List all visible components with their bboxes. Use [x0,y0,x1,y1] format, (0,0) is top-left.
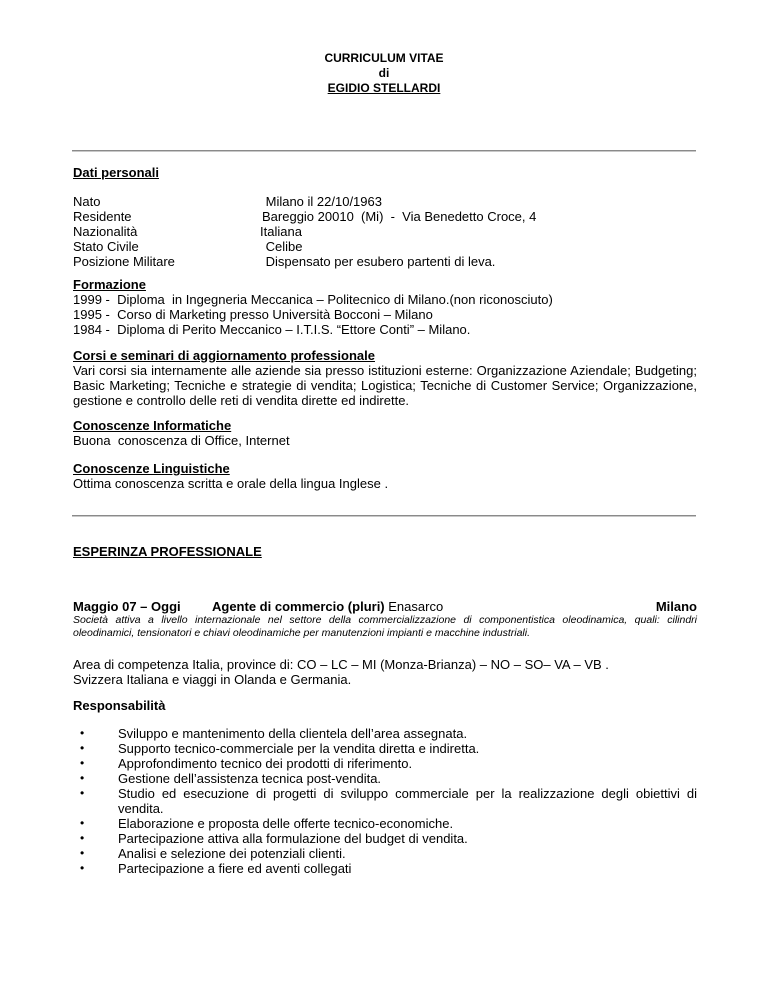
personal-label: Residente [73,209,132,224]
personal-heading-text: Dati personali [73,165,159,180]
personal-label: Nazionalità [73,224,138,239]
education-heading: Formazione [73,277,146,292]
job-description: Società attiva a livello internazionale nel settore della commercializzazione di componentistica oleodinamica, quali: cilindri oleodinamici, tensionatori e chiavi oleodinamiche per manutenzioni impianti e macchine industriali. [73,614,697,639]
job-area [73,657,697,687]
list-item: • Elaborazione e proposta delle offerte tecnico-economiche. [73,816,697,831]
divider-top [72,150,696,152]
personal-data [73,194,697,269]
divider-middle [72,515,696,517]
title-line: CURRICULUM VITAE [324,51,444,65]
personal-row [73,254,697,269]
job-area-line: Area di competenza Italia, province di: CO – LC – MI (Monza-Brianza) – NO – SO– VA – VB . [73,657,609,672]
courses-text: Vari corsi sia internamente alle aziende sia presso istituzioni esterne: Organizzazione Aziendale; Budgeting; Basic Marketing; Tecniche e strategie di vendita; Logistica; Tecniche di Customer Service; Organizzazione, gestione e controllo delle reti di vendita dirette ed indirette. [73,363,697,408]
computer-section [73,418,697,448]
education-item: 1984 - Diploma di Perito Meccanico – I.T.I.S. “Ettore Conti” – Milano. [73,322,471,337]
experience-heading [73,544,697,559]
personal-value: Dispensato per esubero partenti di leva. [262,254,496,269]
courses-heading: Corsi e seminari di aggiornamento professionale [73,348,375,363]
personal-value: Bareggio 20010 (Mi) - Via Benedetto Croce, 4 [262,209,537,224]
list-item: • Analisi e selezione dei potenziali clienti. [73,846,697,861]
personal-label: Posizione Militare [73,254,175,269]
job-employer: Enasarco [384,599,444,614]
responsibilities-list [73,726,697,876]
job-date: Maggio 07 – Oggi [73,599,181,614]
languages-text: Ottima conoscenza scritta e orale della lingua Inglese . [73,476,389,491]
document-title [0,51,768,96]
job-area-line: Svizzera Italiana e viaggi in Olanda e Germania. [73,672,352,687]
personal-row [73,194,697,209]
job-city: Milano [655,599,697,614]
education-item: 1999 - Diploma in Ingegneria Meccanica – Politecnico di Milano.(non riconosciuto) [73,292,553,307]
personal-heading [73,165,697,180]
personal-value: Milano il 22/10/1963 [262,194,382,209]
personal-row [73,209,697,224]
personal-row [73,239,697,254]
computer-heading: Conoscenze Informatiche [73,418,232,433]
personal-label: Nato [73,194,101,209]
list-item: • Partecipazione a fiere ed aventi collegati [73,861,697,876]
personal-row [73,224,697,239]
computer-text: Buona conoscenza di Office, Internet [73,433,290,448]
responsibilities-heading: Responsabilità [73,698,166,713]
personal-value: Celibe [262,239,303,254]
experience-heading-text: ESPERINZA PROFESSIONALE [73,544,262,559]
personal-value: Italiana [260,224,302,239]
candidate-name: EGIDIO STELLARDI [327,81,441,95]
list-item: • Studio ed esecuzione di progetti di sviluppo commerciale per la realizzazione degli obiettivi di vendita. [73,786,697,816]
job-role-line [212,599,443,614]
languages-section [73,461,697,491]
job-header [73,599,697,614]
education-section [73,277,697,337]
list-item: • Partecipazione attiva alla formulazione del budget di vendita. [73,831,697,846]
personal-label: Stato Civile [73,239,139,254]
courses-section [73,348,697,408]
title-connector: di [378,66,390,80]
list-item: • Supporto tecnico-commerciale per la vendita diretta e indiretta. [73,741,697,756]
list-item: • Approfondimento tecnico dei prodotti di riferimento. [73,756,697,771]
education-item: 1995 - Corso di Marketing presso Università Bocconi – Milano [73,307,433,322]
list-item: • Gestione dell’assistenza tecnica post-vendita. [73,771,697,786]
job-role: Agente di commercio (pluri) [212,599,385,614]
languages-heading: Conoscenze Linguistiche [73,461,230,476]
list-item: • Sviluppo e mantenimento della clientela dell’area assegnata. [73,726,697,741]
